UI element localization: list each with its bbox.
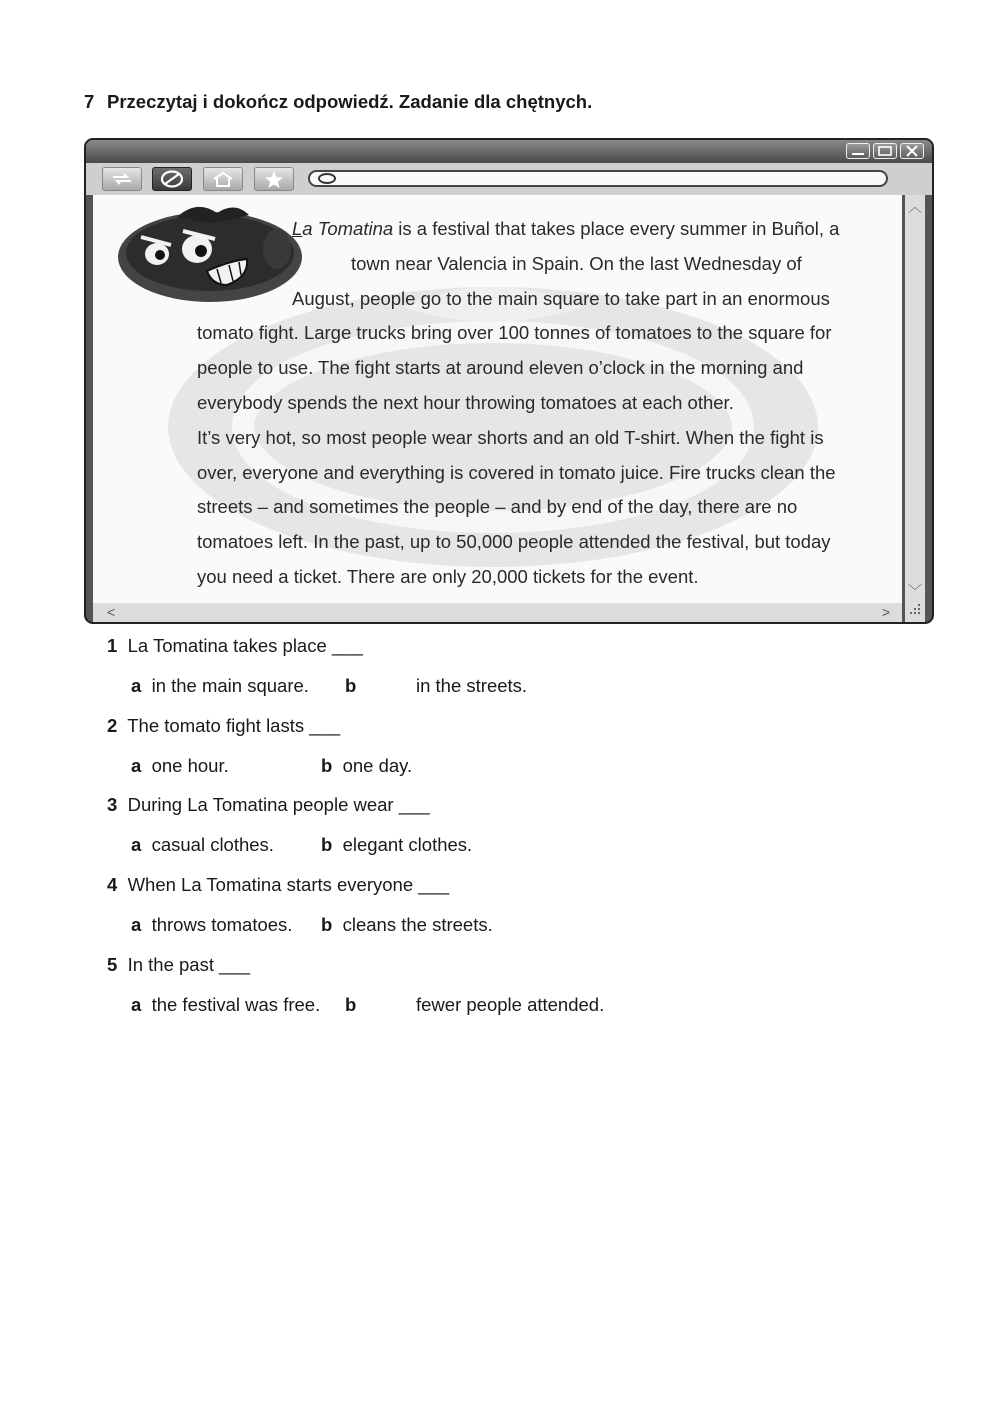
scroll-right-icon[interactable]: > xyxy=(881,604,890,620)
task-heading xyxy=(84,91,592,113)
option-text: one hour. xyxy=(151,755,229,776)
passage-line-2: town near Valencia in Spain. On the last Wednesday of xyxy=(351,252,802,274)
option-label: b xyxy=(321,755,333,776)
question-3 xyxy=(107,794,430,816)
question-number: 5 xyxy=(107,954,118,975)
passage-line-9: streets – and sometimes the people – and by end of the day, there are no xyxy=(197,496,798,518)
question-1 xyxy=(107,635,363,657)
option-text: elegant clothes. xyxy=(342,834,473,855)
refresh-icon[interactable] xyxy=(102,167,142,191)
option-label: a xyxy=(131,675,142,696)
option-label: b xyxy=(321,914,333,935)
option-3b[interactable] xyxy=(321,834,472,856)
home-icon[interactable] xyxy=(203,167,243,191)
passage-line-5: people to use. The fight starts at around eleven o’clock in the morning and xyxy=(197,357,804,379)
option-text: the festival was free. xyxy=(151,994,321,1015)
minimize-icon[interactable] xyxy=(846,143,870,159)
option-label: a xyxy=(131,994,142,1015)
option-4a[interactable] xyxy=(131,914,292,936)
question-text: When La Tomatina starts everyone ___ xyxy=(127,874,450,895)
option-3a[interactable] xyxy=(131,834,274,856)
passage-text: is a festival that takes place every summer in Buñol, a xyxy=(393,218,840,239)
question-text: La Tomatina takes place ___ xyxy=(127,635,363,656)
option-4b[interactable] xyxy=(321,914,493,936)
option-2a[interactable] xyxy=(131,755,229,777)
option-label: b xyxy=(345,994,357,1015)
passage-line-8: over, everyone and everything is covered in tomato juice. Fire trucks clean the xyxy=(197,461,836,483)
passage-line-10: tomatoes left. In the past, up to 50,000 people attended the festival, but today xyxy=(197,531,831,553)
vertical-scrollbar[interactable] xyxy=(905,195,925,603)
option-1a[interactable] xyxy=(131,675,309,697)
passage-title-initial: L xyxy=(292,218,303,239)
close-icon[interactable] xyxy=(900,143,924,159)
option-label: b xyxy=(321,834,333,855)
option-2b[interactable] xyxy=(321,755,412,777)
option-text: throws tomatoes. xyxy=(151,914,293,935)
stop-icon[interactable] xyxy=(152,167,192,191)
task-title: Przeczytaj i dokończ odpowiedź. Zadanie dla chętnych. xyxy=(107,91,593,112)
option-label: a xyxy=(131,834,142,855)
address-bar-icon xyxy=(318,173,336,184)
option-text: casual clothes. xyxy=(151,834,274,855)
tomato-cartoon-icon xyxy=(117,199,303,303)
question-number: 1 xyxy=(107,635,118,656)
scroll-left-icon[interactable]: < xyxy=(107,604,116,620)
question-text: During La Tomatina people wear ___ xyxy=(127,794,430,815)
task-number: 7 xyxy=(84,91,95,112)
window-controls xyxy=(846,143,924,159)
option-text: one day. xyxy=(342,755,413,776)
resize-grip-icon[interactable] xyxy=(905,603,925,622)
question-4 xyxy=(107,874,449,896)
option-5b[interactable]: fewer people attended. xyxy=(416,994,605,1015)
option-1b-label[interactable] xyxy=(345,675,356,697)
maximize-icon[interactable] xyxy=(873,143,897,159)
browser-window xyxy=(84,138,934,624)
title-bar xyxy=(86,140,932,163)
passage-line-1 xyxy=(292,212,839,247)
option-label: a xyxy=(131,914,142,935)
option-5a[interactable] xyxy=(131,994,320,1016)
passage-line-11: you need a ticket. There are only 20,000 tickets for the event. xyxy=(197,566,699,587)
passage-title-rest: a Tomatina xyxy=(302,218,394,239)
passage-line-3: August, people go to the main square to take part in an enormous xyxy=(292,287,830,309)
question-number: 4 xyxy=(107,874,118,895)
option-text: cleans the streets. xyxy=(342,914,493,935)
address-bar[interactable] xyxy=(308,170,888,187)
option-text: in the main square. xyxy=(151,675,309,696)
question-2 xyxy=(107,715,340,737)
horizontal-scrollbar[interactable] xyxy=(93,603,902,622)
question-number: 3 xyxy=(107,794,118,815)
passage-line-7: It’s very hot, so most people wear shorts and an old T-shirt. When the fight is xyxy=(197,426,824,448)
question-text: In the past ___ xyxy=(127,954,250,975)
scroll-up-icon[interactable]: ︿ xyxy=(908,199,922,215)
option-label: a xyxy=(131,755,142,776)
browser-toolbar xyxy=(86,163,932,195)
scroll-down-icon[interactable]: ﹀ xyxy=(908,583,922,599)
option-1b[interactable]: in the streets. xyxy=(416,675,528,696)
option-label: b xyxy=(345,675,357,696)
page-content xyxy=(93,195,902,603)
question-text: The tomato fight lasts ___ xyxy=(127,715,341,736)
passage-line-6: everybody spends the next hour throwing tomatoes at each other. xyxy=(197,392,734,413)
question-number: 2 xyxy=(107,715,118,736)
star-icon[interactable] xyxy=(254,167,294,191)
question-5 xyxy=(107,954,250,976)
passage-title xyxy=(292,218,393,239)
option-5b-label[interactable] xyxy=(345,994,356,1016)
passage-line-4: tomato fight. Large trucks bring over 100 tonnes of tomatoes to the square for xyxy=(197,322,832,344)
